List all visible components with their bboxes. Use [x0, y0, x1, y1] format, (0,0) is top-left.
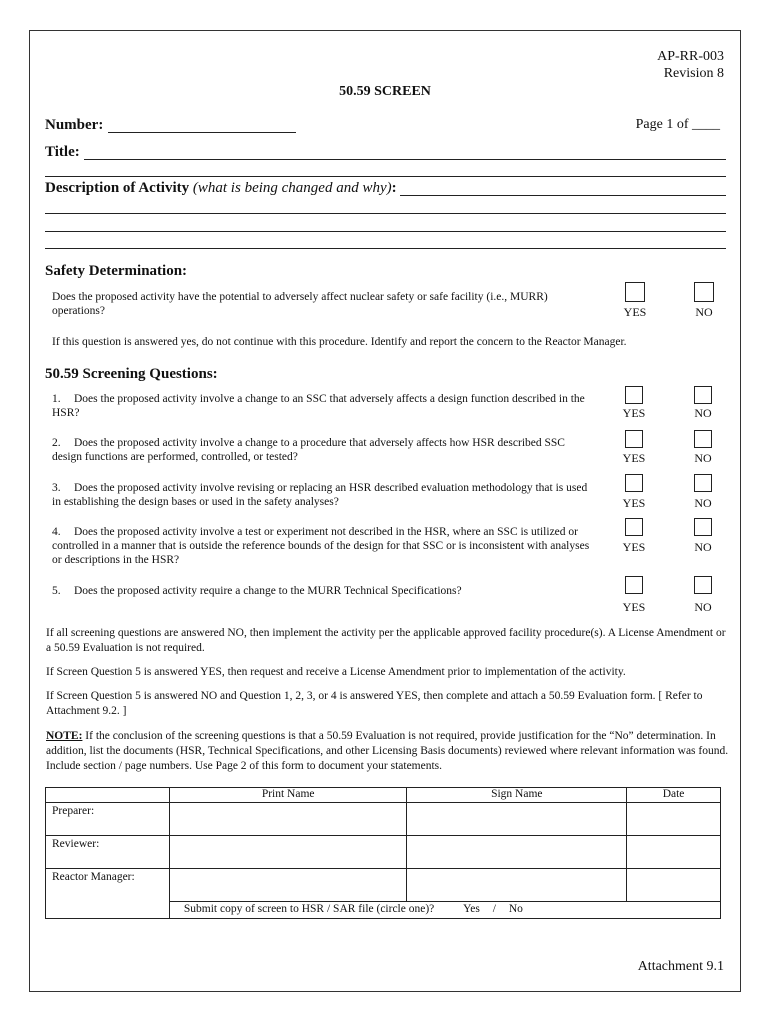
document-page — [29, 30, 741, 992]
reviewer-print-name[interactable] — [169, 836, 407, 869]
instruction-all-no: If all screening questions are answered NO, then implement the activity per the applicable approved facility procedure(s). A License Amendment or a 50.59 Evaluation is not required. — [46, 627, 726, 654]
q3-yes-checkbox[interactable] — [625, 474, 643, 492]
reviewer-sign-name[interactable] — [407, 836, 627, 869]
row-label-reactor-manager: Reactor Manager: — [46, 869, 170, 919]
screening-question-4 — [52, 525, 592, 567]
preparer-date[interactable] — [627, 803, 721, 836]
q5-yes-checkbox[interactable] — [625, 576, 643, 594]
q1-no-label: NO — [694, 406, 712, 420]
screening-question-2 — [52, 436, 592, 464]
manager-date[interactable] — [627, 869, 721, 902]
q1-no-checkbox[interactable] — [694, 386, 712, 404]
submit-no-option[interactable]: No — [508, 903, 523, 915]
safety-yes-checkbox[interactable] — [625, 282, 645, 302]
safety-yes-label: YES — [623, 305, 647, 319]
description-hint: (what is being changed and why) — [192, 180, 392, 196]
screening-question-1 — [52, 392, 592, 420]
safety-instruction: If this question is answered yes, do not continue with this procedure. Identify and report the concern to the Reactor Manager. — [52, 336, 627, 348]
description-field[interactable] — [400, 195, 726, 196]
question-text: Does the proposed activity involve revising or replacing an HSR described evaluation methodology that is used in establishing the design bases or used in the safety analyses? — [52, 482, 588, 508]
document-id — [657, 48, 724, 82]
description-line-4[interactable] — [45, 248, 726, 249]
q2-yes-label: YES — [622, 451, 646, 465]
question-number: 4. — [52, 526, 61, 538]
q4-yes-checkbox[interactable] — [625, 518, 643, 536]
screening-question-5 — [52, 584, 592, 598]
q5-no-checkbox[interactable] — [694, 576, 712, 594]
title-field-line-2[interactable] — [45, 176, 726, 177]
doc-revision: Revision 8 — [663, 66, 724, 81]
note-text: If the conclusion of the screening questions is that a 50.59 Evaluation is not required, provide justification for the “No” determination. In addition, list the documents (HSR, Technical Specifications, and other Licensing Basis documents) reviewed where relevant information was found. Include section / page numbers. Use Page 2 of this form to document your statements. — [46, 730, 729, 772]
table-row — [46, 803, 721, 836]
number-field[interactable] — [108, 132, 296, 133]
row-label-reviewer: Reviewer: — [46, 836, 170, 869]
question-number: 2. — [52, 437, 61, 449]
submit-cell — [169, 902, 720, 919]
submit-separator: / — [492, 903, 496, 915]
submit-yes-option[interactable]: Yes — [463, 903, 480, 915]
q1-yes-checkbox[interactable] — [625, 386, 643, 404]
q3-no-label: NO — [694, 496, 712, 510]
table-row — [46, 836, 721, 869]
q5-no-label: NO — [694, 600, 712, 614]
signature-table — [45, 787, 721, 919]
table-row — [46, 869, 721, 902]
question-text: Does the proposed activity involve a change to a procedure that adversely affects how HSR described SSC design functions are performed, controlled, or tested? — [52, 437, 565, 463]
question-number: 5. — [52, 585, 61, 597]
q4-yes-label: YES — [622, 540, 646, 554]
page-title: 50.59 SCREEN — [339, 84, 431, 99]
header-blank — [46, 788, 170, 803]
q3-no-checkbox[interactable] — [694, 474, 712, 492]
manager-print-name[interactable] — [169, 869, 407, 902]
q4-no-checkbox[interactable] — [694, 518, 712, 536]
description-label: Description of Activity — [45, 180, 190, 196]
q5-yes-label: YES — [622, 600, 646, 614]
question-number: 1. — [52, 393, 61, 405]
col-sign-name: Sign Name — [407, 788, 627, 803]
col-print-name: Print Name — [169, 788, 407, 803]
reviewer-date[interactable] — [627, 836, 721, 869]
screening-heading: 50.59 Screening Questions: — [45, 366, 218, 382]
note-paragraph — [46, 729, 730, 774]
row-label-preparer: Preparer: — [46, 803, 170, 836]
submit-text: Submit copy of screen to HSR / SAR file (circle one)? — [183, 903, 435, 915]
signature-table-header — [46, 788, 721, 803]
description-label-group — [45, 180, 397, 197]
screening-question-3 — [52, 481, 592, 509]
attachment-label: Attachment 9.1 — [637, 959, 724, 974]
safety-no-checkbox[interactable] — [694, 282, 714, 302]
doc-number: AP-RR-003 — [657, 49, 724, 64]
description-line-3[interactable] — [45, 231, 726, 232]
question-text: Does the proposed activity require a change to the MURR Technical Specifications? — [74, 585, 462, 597]
title-field[interactable] — [84, 159, 726, 160]
number-label: Number: — [45, 117, 104, 133]
q1-yes-label: YES — [622, 406, 646, 420]
safety-heading: Safety Determination: — [45, 263, 188, 279]
preparer-sign-name[interactable] — [407, 803, 627, 836]
q2-no-checkbox[interactable] — [694, 430, 712, 448]
page-count: Page 1 of ____ — [635, 117, 720, 132]
question-text: Does the proposed activity involve a test or experiment not described in the HSR, where an SSC is utilized or controlled in a manner that is outside the reference bounds of the design for that SSC or is inconsistent with analyses or descriptions in the HSR? — [52, 526, 590, 566]
preparer-print-name[interactable] — [169, 803, 407, 836]
instruction-q5-yes: If Screen Question 5 is answered YES, then request and receive a License Amendment prior to implementation of the activity. — [46, 666, 626, 678]
q4-no-label: NO — [694, 540, 712, 554]
question-number: 3. — [52, 482, 61, 494]
safety-question: Does the proposed activity have the potential to adversely affect nuclear safety or safe facility (i.e., MURR) operations? — [52, 291, 548, 317]
safety-no-label: NO — [695, 305, 713, 319]
description-colon: : — [391, 180, 397, 196]
col-date: Date — [627, 788, 721, 803]
instruction-q5-no: If Screen Question 5 is answered NO and Question 1, 2, 3, or 4 is answered YES, then complete and attach a 50.59 Evaluation form. [ Refer to Attachment 9.2. ] — [46, 690, 703, 717]
q2-no-label: NO — [694, 451, 712, 465]
description-line-2[interactable] — [45, 213, 726, 214]
note-label: NOTE: — [46, 730, 83, 742]
title-label: Title: — [45, 144, 80, 160]
q2-yes-checkbox[interactable] — [625, 430, 643, 448]
manager-sign-name[interactable] — [407, 869, 627, 902]
q3-yes-label: YES — [622, 496, 646, 510]
question-text: Does the proposed activity involve a change to an SSC that adversely affects a design function described in the HSR? — [52, 393, 585, 419]
